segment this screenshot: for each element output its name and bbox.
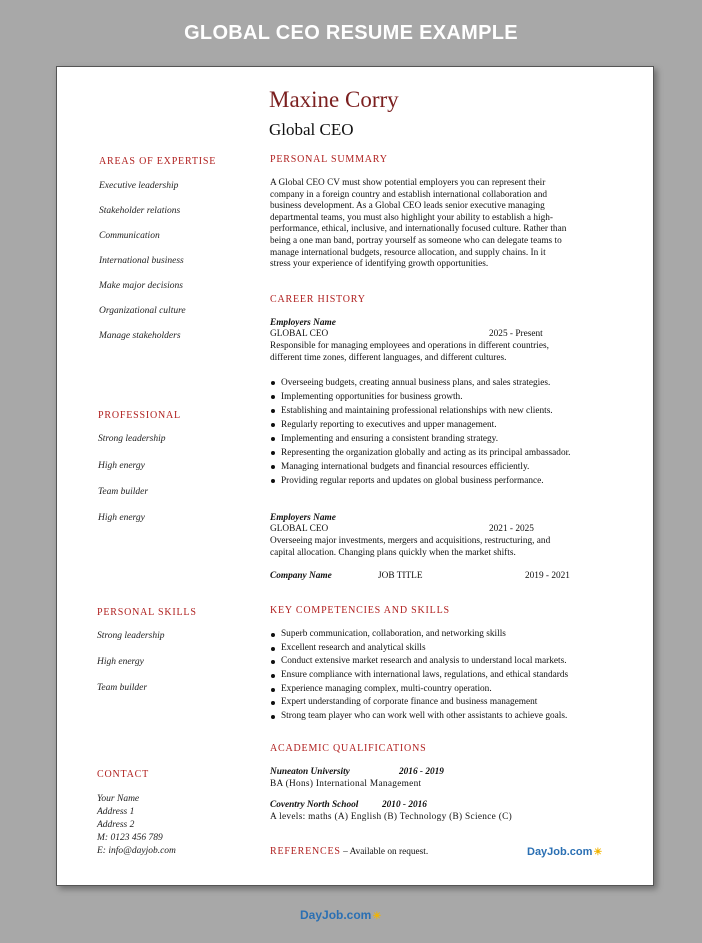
job1-bullet: Overseeing budgets, creating annual business plans, and sales strategies. xyxy=(270,376,571,390)
contact-address-2: Address 2 xyxy=(97,820,135,830)
edu2-dates: 2010 - 2016 xyxy=(382,800,427,810)
banner-title: GLOBAL CEO RESUME EXAMPLE xyxy=(184,22,518,44)
expertise-item: Executive leadership xyxy=(99,181,179,191)
sun-icon: ☀ xyxy=(372,911,382,922)
dayjob-logo-footer xyxy=(300,908,381,922)
career-heading: CAREER HISTORY xyxy=(270,294,366,305)
job1-description xyxy=(270,341,640,364)
job2-desc-line: capital allocation. Changing plans quickly when the market shifts. xyxy=(270,547,516,558)
contact-email: E: info@dayjob.com xyxy=(97,846,176,856)
personal-skill-item: High energy xyxy=(97,657,144,667)
expertise-item: Manage stakeholders xyxy=(99,331,181,341)
job3-title: JOB TITLE xyxy=(378,571,423,581)
logo-text: DayJob.com xyxy=(300,908,372,922)
competency-bullet: Expert understanding of corporate finance and business management xyxy=(270,696,568,710)
job1-bullet: Implementing and ensuring a consistent branding strategy. xyxy=(270,432,571,446)
competency-bullet: Excellent research and analytical skills xyxy=(270,642,568,656)
summary-line: A Global CEO CV must show potential employers you can represent their xyxy=(270,178,546,188)
expertise-item: Make major decisions xyxy=(99,281,183,291)
summary-line: business development. As a Global CEO leads senior executive managing xyxy=(270,201,545,212)
logo-text: DayJob.com xyxy=(527,846,593,858)
edu2-detail: A levels: maths (A) English (B) Technology (B) Science (C) xyxy=(270,812,512,822)
job2-title: GLOBAL CEO xyxy=(270,524,329,534)
contact-heading: CONTACT xyxy=(97,769,150,780)
resume-page xyxy=(56,66,654,886)
expertise-item: Stakeholder relations xyxy=(99,206,181,216)
edu2-school: Coventry North School xyxy=(270,800,359,810)
job2-desc-line: Overseeing major investments, mergers and acquisitions, restructuring, and xyxy=(270,536,551,546)
job1-bullet: Regularly reporting to executives and upper management. xyxy=(270,418,571,432)
job1-bullet: Representing the organization globally and acting as its principal ambassador. xyxy=(270,446,571,460)
edu1-school: Nuneaton University xyxy=(270,767,350,777)
competency-bullet: Conduct extensive market research and analysis to understand local markets. xyxy=(270,655,568,669)
summary-line: performance, ethical, inclusive, and internationally focused culture. Rather than xyxy=(270,224,567,235)
professional-item: High energy xyxy=(98,461,145,471)
summary-line: stress your experience of identifying growth opportunities. xyxy=(270,259,489,270)
competency-bullet: Strong team player who can work well with other assistants to achieve goals. xyxy=(270,710,568,724)
job1-title: GLOBAL CEO xyxy=(270,329,329,339)
job2-description xyxy=(270,536,640,559)
summary-line: manage international budgets, resource allocation, and supply chains. In it xyxy=(270,247,546,258)
job1-dates: 2025 - Present xyxy=(489,329,543,339)
competency-bullet: Ensure compliance with international laws, regulations, and ethical standards xyxy=(270,669,568,683)
academic-heading: ACADEMIC QUALIFICATIONS xyxy=(270,743,427,754)
competency-bullet: Superb communication, collaboration, and networking skills xyxy=(270,628,568,642)
job1-bullet-list xyxy=(270,376,571,488)
candidate-job-title: Global CEO xyxy=(269,120,354,139)
references-line xyxy=(270,846,428,857)
dayjob-logo-page xyxy=(527,846,602,858)
contact-address-1: Address 1 xyxy=(97,807,135,817)
references-heading: REFERENCES xyxy=(270,846,341,857)
personal-skill-item: Strong leadership xyxy=(97,631,165,641)
expertise-item: Communication xyxy=(99,231,160,241)
summary-line: being a one man band, portray yourself as someone who can delegate teams to xyxy=(270,235,562,246)
personal-skills-heading: PERSONAL SKILLS xyxy=(97,607,197,618)
edu1-detail: BA (Hons) International Management xyxy=(270,779,422,789)
competencies-heading: KEY COMPETENCIES AND SKILLS xyxy=(270,605,450,616)
job2-employer: Employers Name xyxy=(270,513,336,523)
job1-desc-line: different time zones, different languages, and different cultures. xyxy=(270,352,507,363)
edu1-dates: 2016 - 2019 xyxy=(399,767,444,777)
job1-bullet: Establishing and maintaining professional relationships with new clients. xyxy=(270,404,571,418)
personal-skill-item: Team builder xyxy=(97,683,148,693)
professional-item: Strong leadership xyxy=(98,434,166,444)
job3-company: Company Name xyxy=(270,571,332,581)
job1-bullet: Managing international budgets and financial resources efficiently. xyxy=(270,460,571,474)
job3-dates: 2019 - 2021 xyxy=(525,571,570,581)
expertise-item: Organizational culture xyxy=(99,306,186,316)
contact-phone: M: 0123 456 789 xyxy=(97,833,163,843)
references-text: – Available on request. xyxy=(340,847,429,857)
summary-line: departmental teams, you must also highlight your ability to establish a high- xyxy=(270,212,553,223)
professional-item: High energy xyxy=(98,513,145,523)
job2-dates: 2021 - 2025 xyxy=(489,524,534,534)
expertise-item: International business xyxy=(99,256,184,266)
professional-heading: PROFESSIONAL xyxy=(98,410,181,421)
professional-item: Team builder xyxy=(98,487,149,497)
job1-desc-line: Responsible for managing employees and operations in different countries, xyxy=(270,341,549,351)
expertise-heading: AREAS OF EXPERTISE xyxy=(99,156,217,167)
summary-line: company in a foreign country and establish international collaboration and xyxy=(270,189,548,200)
candidate-name: Maxine Corry xyxy=(269,87,399,112)
job1-bullet: Implementing opportunities for business growth. xyxy=(270,390,571,404)
summary-text xyxy=(270,178,630,271)
summary-heading: PERSONAL SUMMARY xyxy=(270,154,388,165)
contact-name: Your Name xyxy=(97,794,140,804)
job1-employer: Employers Name xyxy=(270,318,336,328)
competency-bullet: Experience managing complex, multi-country operation. xyxy=(270,683,568,697)
competencies-bullet-list xyxy=(270,628,568,724)
sun-icon: ☀ xyxy=(593,847,603,858)
job1-bullet: Providing regular reports and updates on global business performance. xyxy=(270,474,571,488)
